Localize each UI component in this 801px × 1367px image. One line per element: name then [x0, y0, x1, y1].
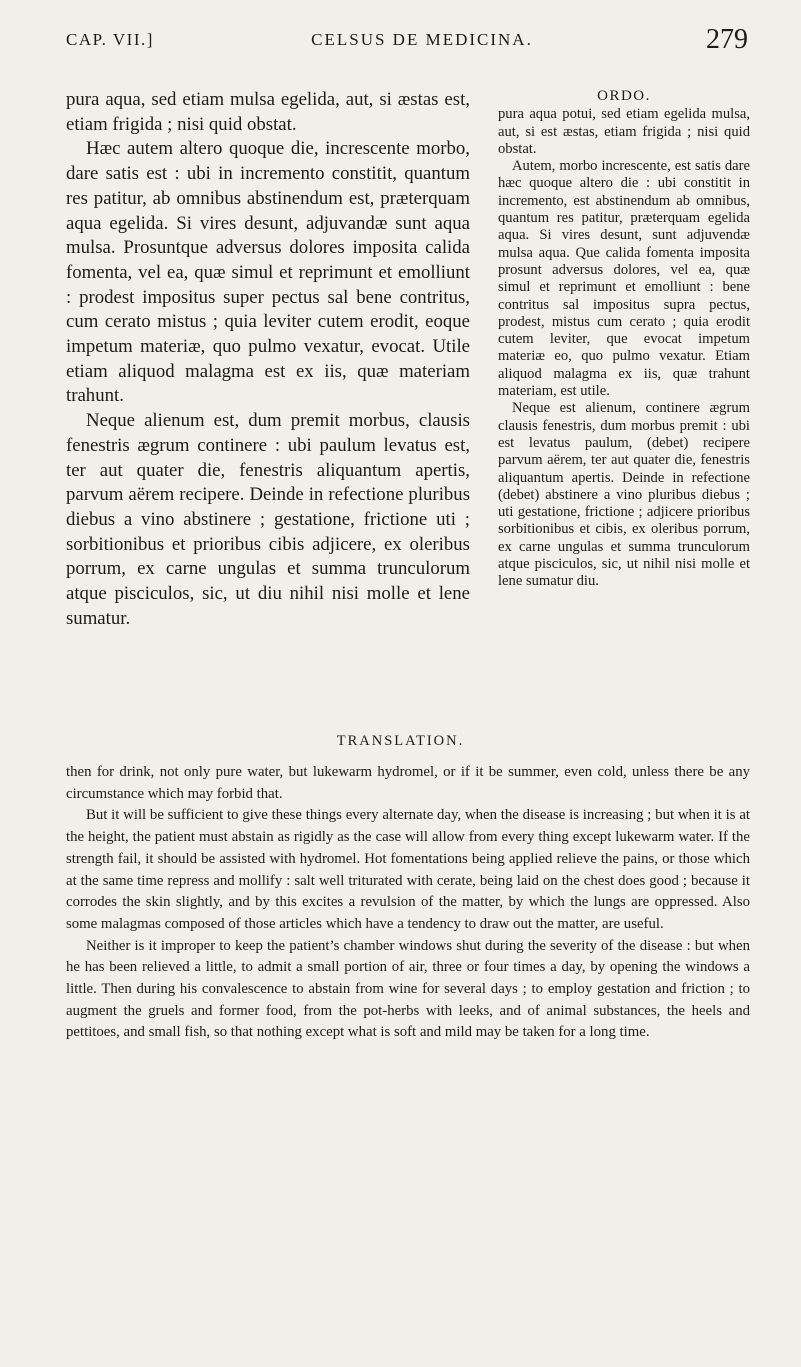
ordo-paragraph: pura aqua potui, sed etiam egelida mulsa, aut, si est æstas, etiam frigida ; nisi quid obstat.	[498, 106, 750, 157]
chapter-label: CAP. VII.]	[66, 30, 154, 49]
latin-paragraph: pura aqua, sed etiam mulsa egelida, aut, si æstas est, etiam frigida ; nisi quid obstat.	[66, 89, 470, 135]
ordo-column	[498, 88, 750, 591]
translation-paragraph: then for drink, not only pure water, but lukewarm hydromel, or if it be summer, even cold, unless there be any circumstance which may forbid that.	[66, 764, 750, 802]
running-header	[66, 24, 748, 60]
latin-text-column	[66, 88, 470, 631]
translation-paragraph: Neither is it improper to keep the patient’s chamber windows shut during the severity of the disease : but when he has been relieved a little, to admit a small portion of air, three or four times a day, by opening the windows a little. Then during his convalescence to abstain from wine for several days ; to employ gestation and friction ; to augment the gruels and former food, from the pot-herbs with leeks, and of animal substances, the heels and pettitoes, and small fish, so that nothing except what is soft and mild may be taken for a long time.	[66, 937, 750, 1041]
page-number: 279	[706, 24, 748, 55]
latin-paragraph: Neque alienum est, dum premit morbus, clausis fenestris ægrum continere : ubi paulum levatus est, ter aut quater die, fenestris aliquantum apertis, parvum aërem recipere. Deinde in refectione pluribus diebus a vino abstinere ; gestatione, frictione uti ; sorbitionibus et prioribus cibis adjicere, ex oleribus porrum, ex carne ungulas et summa trunculorum atque pisciculos, sic, ut diu nihil nisi molle et lene sumatur.	[66, 410, 470, 629]
ordo-heading: ORDO.	[597, 88, 651, 104]
translation-text	[66, 762, 750, 1044]
translation-heading: TRANSLATION.	[336, 733, 465, 749]
translation-paragraph: But it will be sufficient to give these things every alternate day, when the disease is increasing ; but when it is at the height, the patient must abstain as rigidly as the case will allow from every thing except lukewarm water. If the strength fail, it should be assisted with hydromel. Hot fomentations being applied relieve the pains, or those which at the same time repress and mollify : salt well triturated with cerate, being laid on the chest does good ; because it corrodes the skin slightly, and by this excites a revulsion of the matter, by which the lungs are oppressed. Also some malagmas composed of those articles which have a tendency to draw out the matter, are useful.	[66, 807, 750, 932]
ordo-paragraph: Neque est alienum, continere ægrum clausis fenestris, dum morbus premit : ubi est levatus paulum, (debet) recipere parvum aërem, ter aut quater die, fenestris aliquantum apertis. Deinde in refectione (debet) abstinere a vino pluribus diebus ; uti gestatione, frictione ; adjicere prioribus sorbitionibus et cibis, ex oleribus porrum, ex carne ungulas et summa trunculorum atque pisciculos, sic, ut nihil nisi molle et lene sumatur diu.	[498, 400, 750, 590]
book-title: CELSUS DE MEDICINA.	[311, 30, 533, 49]
latin-paragraph: Hæc autem altero quoque die, increscente morbo, dare satis est : ubi in incremento constitit, quantum res patitur, ab omnibus abstinendum est, præterquam aqua egelida. Si vires desunt, adjuvandæ sunt aqua mulsa. Prosuntque adversus dolores imposita calida fomenta, vel ea, quæ simul et reprimunt et emolliunt : prodest impositus super pectus sal bene contritus, cum cerato mistus ; quia leviter cutem erodit, eoque impetum materiæ, quo pulmo vexatur, evocat. Utile etiam aliquod malagma est ex iis, quæ materiam trahunt.	[66, 138, 470, 407]
ordo-paragraph: Autem, morbo increscente, est satis dare hæc quoque altero die : ubi constitit in incremento, est abstinendum ab omnibus, quantum res patitur, præterquam egelida aqua. Si vires desunt, sunt adjuvendæ mulsa aqua. Que calida fomenta imposita prosunt adversus dolores, vel ea, quæ simul et reprimunt et emolliunt : bene contritus sal impositus supra pectus, prodest, mistus cum cerato ; quia erodit cutem leviter, que evocat impetum materiæ eo, quo pulmo vexatur. Etiam aliquod malagma ex iis, quæ trahunt materiam, est utile.	[498, 158, 750, 400]
